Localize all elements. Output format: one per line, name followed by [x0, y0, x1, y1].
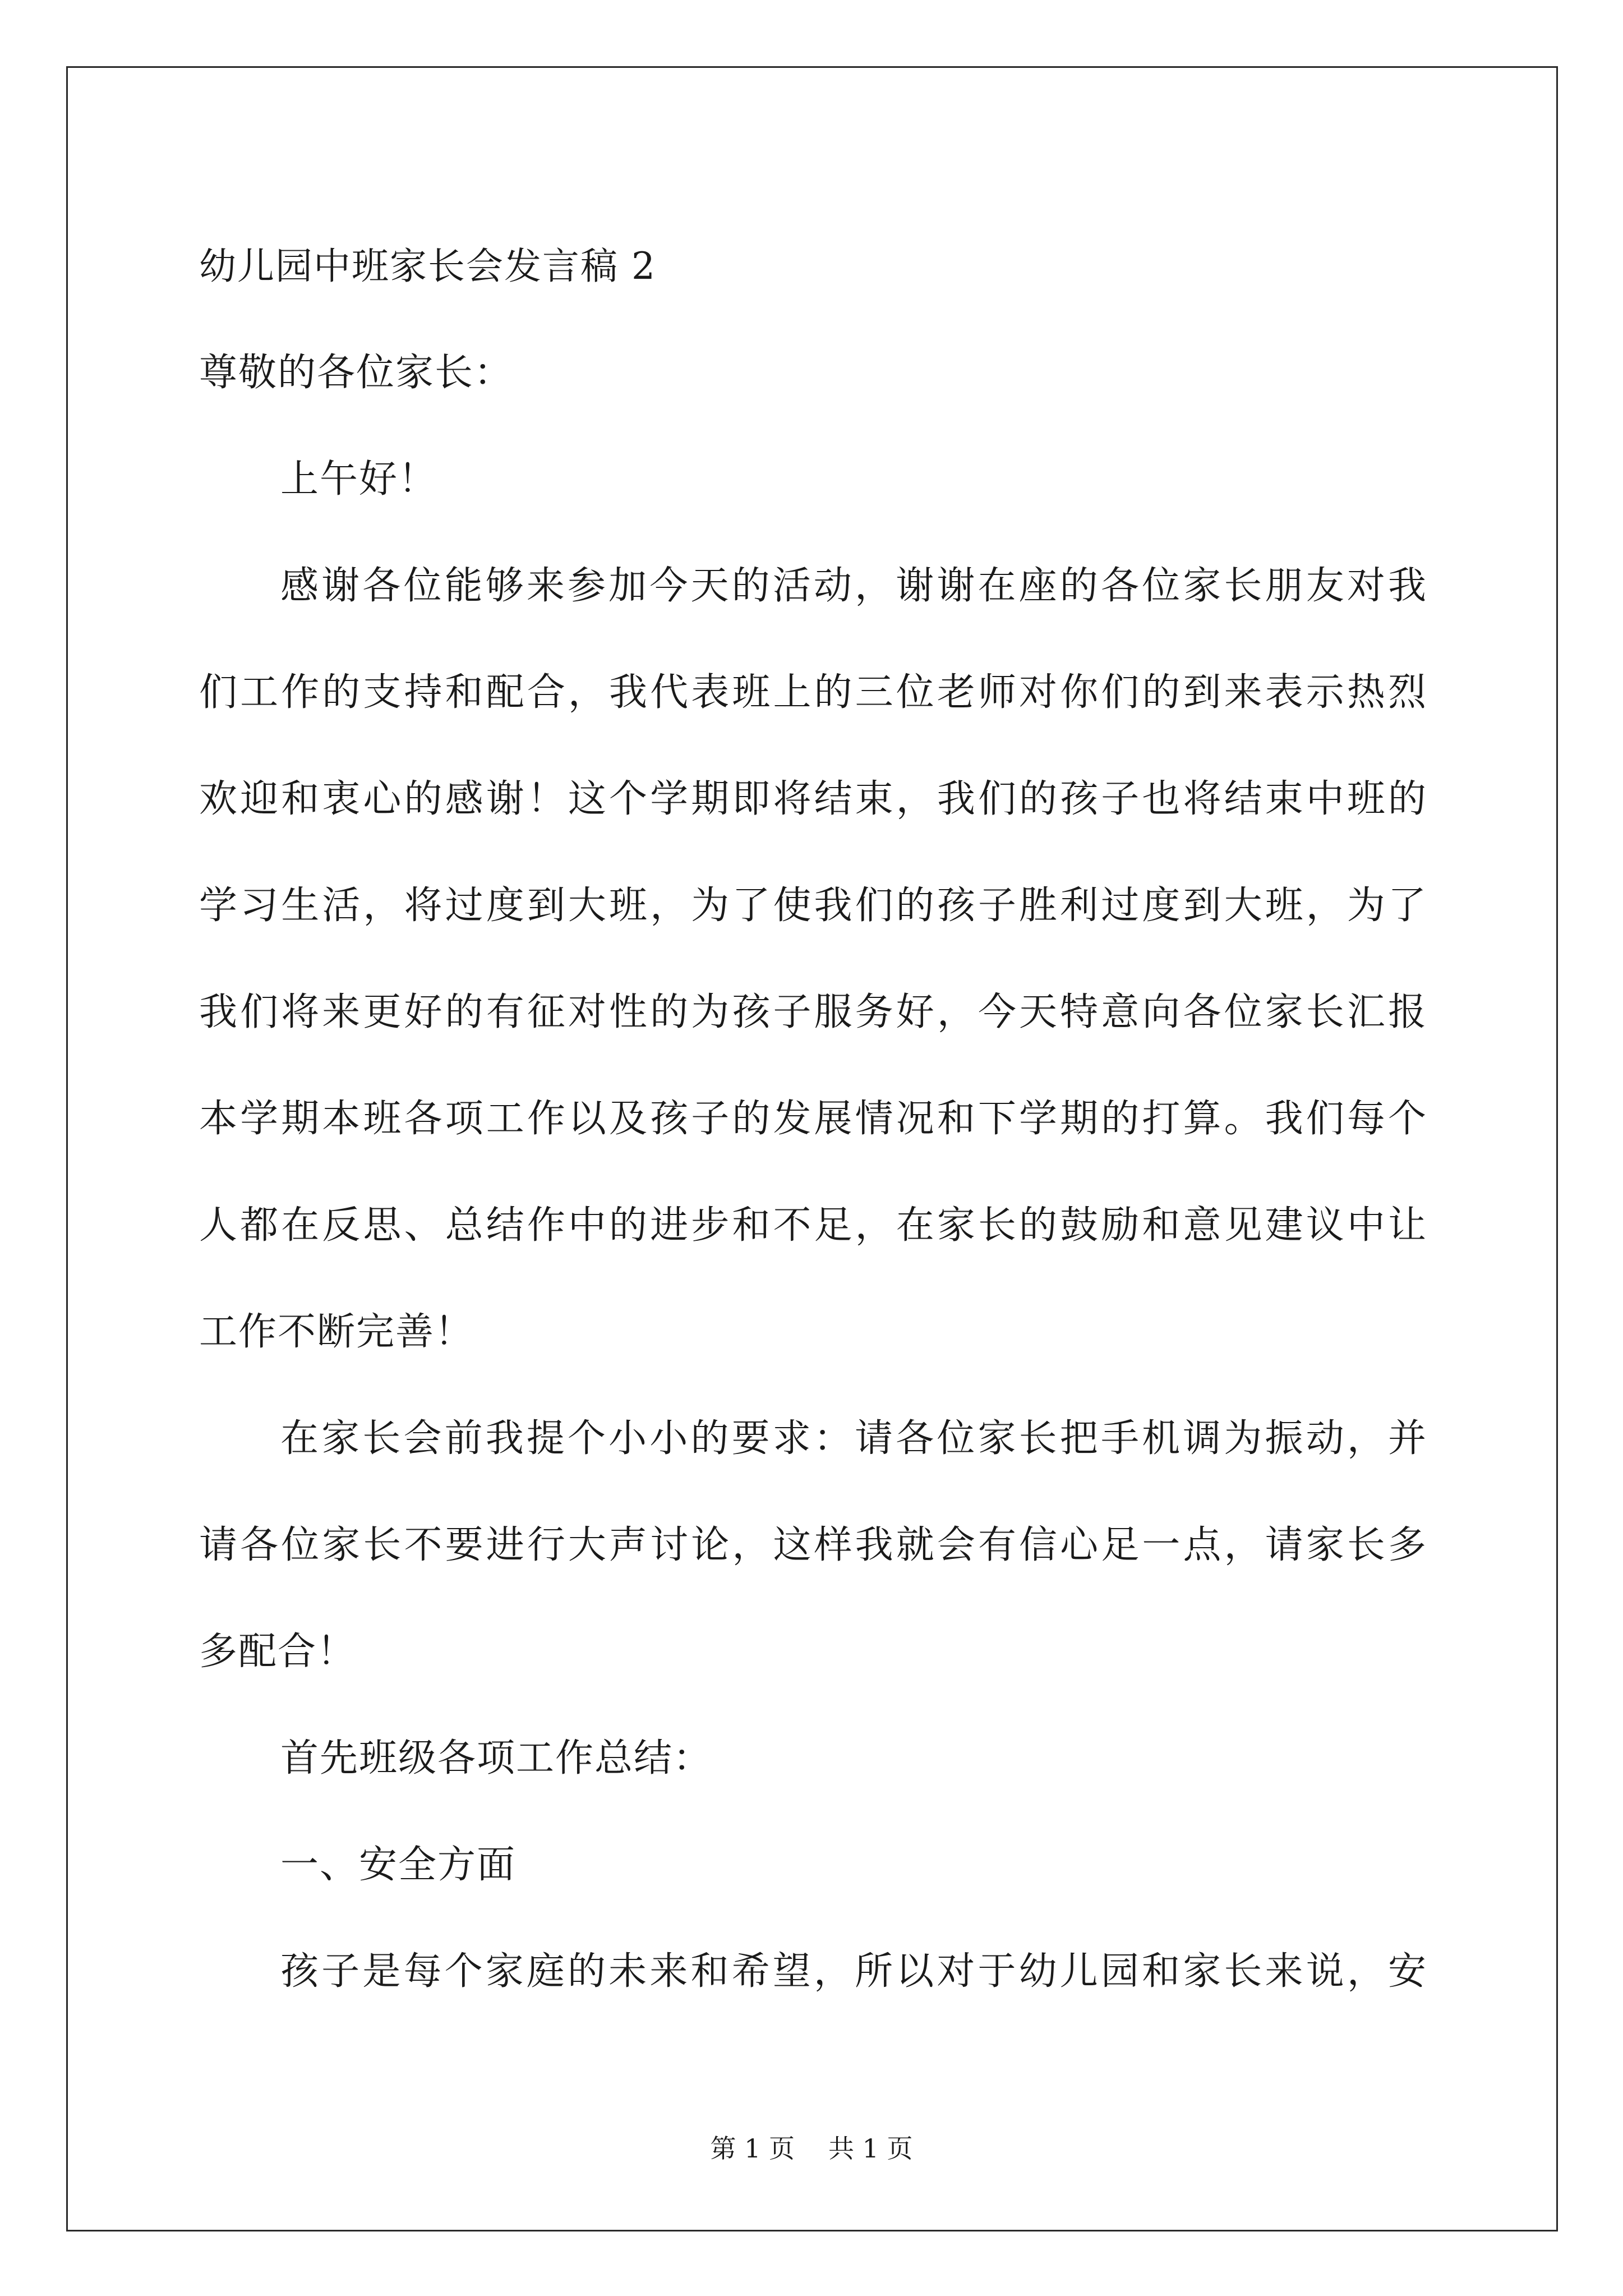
- text-line: 人都在反思、总结作中的进步和不足，在家长的鼓励和意见建议中让: [199, 1203, 1427, 1248]
- text-line: 孩子是每个家庭的未来和希望，所以对于幼儿园和家长来说，安: [280, 1949, 1427, 1994]
- text-line: 在家长会前我提个小小的要求：请各位家长把手机调为振动，并: [280, 1416, 1427, 1461]
- text-line: 感谢各位能够来参加今天的活动，谢谢在座的各位家长朋友对我: [280, 564, 1427, 608]
- text-line: 本学期本班各项工作以及孩子的发展情况和下学期的打算。我们每个: [199, 1097, 1427, 1141]
- text-line: 学习生活，将过度到大班，为了使我们的孩子胜利过度到大班，为了: [199, 884, 1427, 928]
- text-line: 上午好！: [280, 457, 438, 501]
- document-title: 幼儿园中班家长会发言稿 2: [199, 245, 656, 288]
- paragraph-lines: [199, 320, 1427, 2025]
- page-number: 第 1 页: [710, 2133, 795, 2164]
- text-line: 尊敬的各位家长：: [199, 351, 514, 395]
- text-line: 们工作的支持和配合，我代表班上的三位老师对你们的到来表示热烈: [199, 670, 1427, 715]
- text-line: 一、安全方面: [280, 1843, 517, 1887]
- text-line: 我们将来更好的有征对性的为孩子服务好，今天特意向各位家长汇报: [199, 990, 1427, 1034]
- document-body: [199, 213, 1427, 2025]
- text-line: 多配合！: [199, 1630, 357, 1674]
- text-line: 工作不断完善！: [199, 1310, 474, 1354]
- page-total: 共 1 页: [828, 2133, 913, 2164]
- text-line: 欢迎和衷心的感谢！这个学期即将结束，我们的孩子也将结束中班的: [199, 777, 1427, 821]
- text-line: 请各位家长不要进行大声讨论，这样我就会有信心足一点，请家长多: [199, 1523, 1427, 1567]
- page-footer: [0, 2132, 1623, 2165]
- text-line: 首先班级各项工作总结：: [280, 1736, 713, 1780]
